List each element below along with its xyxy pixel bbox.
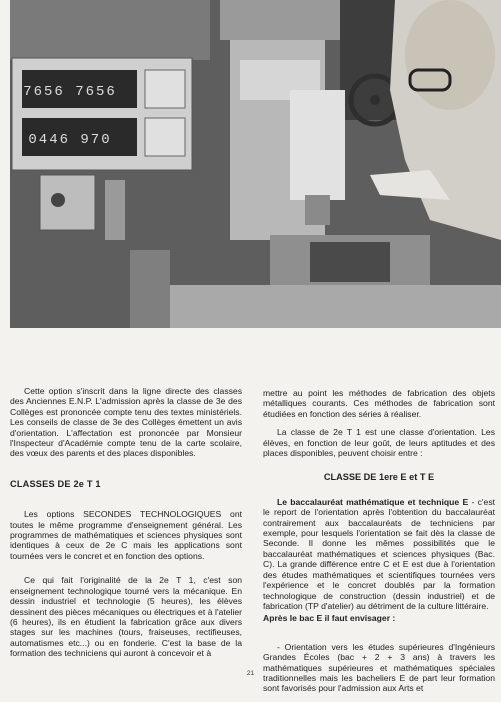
orientation-paragraph: La classe de 2e T 1 est une classe d'orientation. Les élèves, en fonction de leur goût, de leurs aptitudes et des places disponibles, peuvent choisir entre : (263, 427, 495, 459)
right-column (263, 388, 495, 702)
workshop-photo (10, 0, 501, 328)
left-column (10, 386, 242, 667)
page-number: 21 (246, 670, 255, 677)
secondes-paragraph: Les options SECONDES TECHNOLOGIQUES ont toutes le même programme d'enseignement général. Les programmes de mathématiques et sciences physiques sont identiques à ceux de 2e C mais les applications sont tournées vers le concret et en fonction des options. (10, 509, 242, 561)
section-heading-1ere: CLASSE DE 1ere E et T E (323, 472, 435, 483)
originalite-paragraph: Ce qui fait l'originalité de la 2e T 1, c'est son enseignement technologique tourné vers la mécanique. En dessin industriel et technologie (5 heures), les élèves dessinent des pièces mécaniques ou électriques et à l'atelier (6 heures), ils en étudient la fabrication grâce aux divers stages sur les machines (tours, fraiseuses, rectifieuses, automatismes etc...) ou en fonderie. C'est la base de la formation des techniciens qui auront à concevoir et à (10, 575, 242, 659)
readout-bottom: 0446 970 (28, 132, 112, 148)
bac-e-body: - c'est le report de l'orientation après l'obtention du baccalauréat contrairement aux baccalauréats de techniciens par exemple, pour lesquels l'orientation se fait dès la classe de Seconde. Il donne les mêmes possibilités que le baccalauréat mathématiques et sciences physiques (Bac. C). La grande différence entre C et E est due à l'orientation des études mathématiques et scientifiques tournées vers l'expérience et le concret doublés par la formation technologique de construction (dessin industriel) et de fabrication (TP d'atelier) au détriment de la culture littéraire. (263, 496, 496, 611)
section-heading-2t1: CLASSES DE 2e T 1 (10, 478, 101, 489)
bac-e-lead: Le baccalauréat mathématique et technique E (277, 496, 469, 507)
readout-top: 7656 7656 (23, 84, 117, 100)
bac-e-paragraph (263, 497, 495, 611)
continuation-paragraph: mettre au point les méthodes de fabrication des objets métalliques courants. Ces méthodes de fabrication sont étudiées en fonction des séries à réaliser. (263, 388, 495, 419)
etudes-superieures-paragraph: - Orientation vers les études supérieures d'Ingénieurs Grandes Écoles (bac + 2 + 3 ans) à travers les mathématiques supérieures et mathématiques spéciales traditionnelles mais les bacheliers E de part leur formation sont favorisés pour l'admission aux Arts et (263, 641, 495, 694)
apres-bac-subheading: Après le bac E il faut envisager : (263, 613, 396, 624)
intro-paragraph: Cette option s'inscrit dans la ligne directe des classes des Anciennes E.N.P. L'admission après la classe de 3e des Collèges est prononcée compte tenu des textes ministériels. Les conseils de classe de 3e des Collèges émettent un avis d'orientation. L'affectation est prononcée par Monsieur l'Inspecteur d'Académie compte tenu de la carte scolaire, des vœux des parents et des places disponibles. (10, 386, 242, 459)
